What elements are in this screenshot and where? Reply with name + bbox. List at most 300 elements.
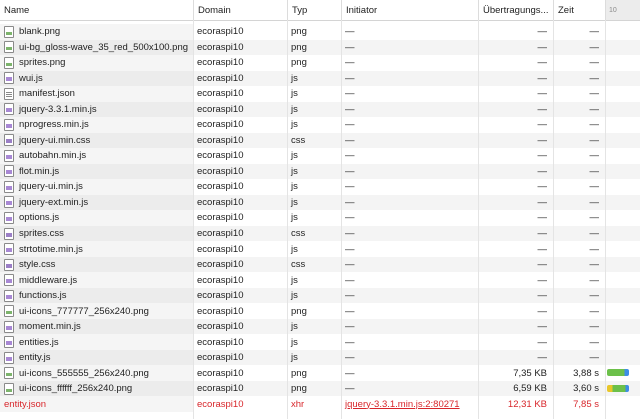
cell-transfer-size [478, 334, 553, 350]
request-name: sprites.png [19, 57, 66, 69]
cell-time-text: — [589, 57, 599, 69]
cell-domain [193, 319, 287, 335]
cell-time [553, 241, 605, 257]
cell-time-text: — [589, 88, 599, 100]
cell-waterfall [605, 164, 640, 180]
request-name: entity.js [19, 352, 51, 364]
table-row[interactable] [0, 24, 640, 40]
cell-domain [193, 396, 287, 412]
cell-transfer-size [478, 55, 553, 71]
cell-domain [193, 257, 287, 273]
cell-type-text: css [291, 228, 306, 239]
cell-time-text: — [589, 259, 599, 271]
cell-domain [193, 303, 287, 319]
cell-transfer-size-text: — [537, 290, 547, 302]
request-name: ui-icons_555555_256x240.png [19, 367, 149, 379]
cell-time-text: 3,60 s [573, 383, 599, 395]
cell-initiator-text: — [345, 57, 355, 69]
cell-waterfall [605, 102, 640, 118]
cell-domain [193, 133, 287, 149]
cell-initiator-text: — [345, 26, 355, 38]
cell-transfer-size [478, 179, 553, 195]
cell-type-text: js [291, 119, 298, 131]
cell-time [553, 55, 605, 71]
cell-domain-text: ecoraspi10 [197, 72, 244, 84]
cell-type [287, 319, 341, 335]
column-header-transfer-size[interactable]: Übertragungs... [478, 0, 553, 20]
cell-transfer-size [478, 195, 553, 211]
cell-waterfall [605, 210, 640, 226]
cell-transfer-size [478, 288, 553, 304]
cell-initiator [341, 257, 478, 273]
cell-time-text: — [589, 103, 599, 115]
cell-transfer-size-text: 7,35 KB [513, 367, 547, 379]
cell-initiator-text: — [345, 41, 355, 53]
cell-initiator [341, 164, 478, 180]
cell-initiator-text: — [345, 383, 355, 395]
cell-domain-text: ecoraspi10 [197, 134, 244, 146]
cell-transfer-size [478, 71, 553, 87]
column-header-type[interactable]: Typ [287, 0, 341, 20]
cell-initiator [341, 319, 478, 335]
cell-name [0, 272, 193, 288]
table-row[interactable] [0, 241, 640, 257]
cell-time [553, 350, 605, 366]
cell-initiator-text: — [345, 119, 355, 131]
cell-domain [193, 381, 287, 397]
cell-initiator-text: — [345, 259, 355, 271]
cell-waterfall [605, 117, 640, 133]
cell-domain-text: ecoraspi10 [197, 165, 244, 177]
script-file-icon [4, 290, 14, 302]
cell-type [287, 133, 341, 149]
cell-domain-text: ecoraspi10 [197, 150, 244, 162]
script-file-icon [4, 119, 14, 131]
column-divider [341, 20, 342, 419]
cell-waterfall [605, 24, 640, 40]
cell-initiator [341, 303, 478, 319]
cell-initiator [341, 350, 478, 366]
cell-time [553, 303, 605, 319]
script-file-icon [4, 274, 14, 286]
cell-waterfall [605, 86, 640, 102]
cell-transfer-size [478, 226, 553, 242]
cell-initiator-text: — [345, 321, 355, 333]
cell-time [553, 148, 605, 164]
cell-domain [193, 148, 287, 164]
cell-transfer-size-text: — [537, 119, 547, 131]
cell-waterfall [605, 195, 640, 211]
cell-domain [193, 179, 287, 195]
cell-name [0, 241, 193, 257]
cell-time [553, 86, 605, 102]
table-row[interactable] [0, 303, 640, 319]
cell-transfer-size-text: — [537, 212, 547, 224]
cell-domain [193, 71, 287, 87]
column-header-waterfall[interactable]: 10 [605, 0, 640, 20]
cell-transfer-size [478, 148, 553, 164]
cell-transfer-size [478, 164, 553, 180]
cell-initiator-text: — [345, 352, 355, 364]
cell-name [0, 117, 193, 133]
table-row[interactable] [0, 102, 640, 118]
cell-waterfall [605, 40, 640, 56]
cell-type [287, 272, 341, 288]
table-row[interactable] [0, 210, 640, 226]
cell-waterfall [605, 148, 640, 164]
image-file-icon [4, 41, 14, 53]
cell-transfer-size [478, 24, 553, 40]
cell-time-text: — [589, 181, 599, 193]
cell-domain-text: ecoraspi10 [197, 41, 244, 53]
cell-time-text: 3,88 s [573, 367, 599, 379]
cell-type-text: js [291, 150, 298, 162]
cell-transfer-size-text: — [537, 181, 547, 193]
cell-domain [193, 226, 287, 242]
request-name: functions.js [19, 290, 67, 302]
image-file-icon [4, 367, 14, 379]
cell-transfer-size-text: — [537, 259, 547, 271]
cell-name [0, 148, 193, 164]
cell-time-text: — [589, 26, 599, 38]
cell-transfer-size-text: — [537, 165, 547, 177]
cell-initiator-text: — [345, 103, 355, 115]
cell-domain-text: ecoraspi10 [197, 212, 244, 224]
cell-domain [193, 365, 287, 381]
style-file-icon [4, 228, 14, 240]
cell-time [553, 319, 605, 335]
cell-transfer-size [478, 133, 553, 149]
table-row[interactable] [0, 257, 640, 273]
cell-type [287, 86, 341, 102]
cell-time [553, 24, 605, 40]
cell-type-text: js [291, 243, 298, 255]
cell-type-text: png [291, 57, 307, 69]
cell-type [287, 148, 341, 164]
cell-transfer-size [478, 396, 553, 412]
cell-time [553, 226, 605, 242]
cell-time [553, 133, 605, 149]
script-file-icon [4, 165, 14, 177]
cell-time [553, 210, 605, 226]
request-name: options.js [19, 212, 60, 224]
cell-waterfall [605, 350, 640, 366]
request-name: ui-bg_gloss-wave_35_red_500x100.png [19, 41, 189, 53]
cell-time [553, 396, 605, 412]
request-name: manifest.json [19, 88, 75, 100]
cell-transfer-size [478, 350, 553, 366]
cell-type-text: js [291, 352, 298, 364]
cell-initiator-text: — [345, 212, 355, 224]
table-row[interactable] [0, 195, 640, 211]
cell-type [287, 102, 341, 118]
cell-domain [193, 40, 287, 56]
cell-transfer-size-text: — [537, 336, 547, 348]
cell-transfer-size [478, 102, 553, 118]
cell-type-text: js [291, 103, 298, 115]
cell-transfer-size-text: 12,31 KB [507, 398, 547, 410]
table-row[interactable] [0, 396, 640, 412]
cell-name [0, 319, 193, 335]
cell-domain [193, 55, 287, 71]
image-file-icon [4, 383, 14, 395]
cell-initiator-text: — [345, 196, 355, 208]
table-row[interactable] [0, 350, 640, 366]
column-header-name[interactable]: Name [4, 4, 30, 16]
cell-time-text: — [589, 119, 599, 131]
initiator-link-text: jquery-3.3.1.min.js:2:80271 [345, 398, 460, 410]
table-row[interactable] [0, 133, 640, 149]
table-row[interactable] [0, 86, 640, 102]
cell-initiator-text: — [345, 290, 355, 302]
cell-initiator [341, 226, 478, 242]
cell-domain [193, 210, 287, 226]
cell-type-text: png [291, 305, 307, 317]
cell-domain [193, 288, 287, 304]
initiator-link[interactable] [341, 396, 478, 412]
cell-type-text: js [291, 72, 298, 84]
cell-time-text: — [589, 290, 599, 302]
cell-domain-text: ecoraspi10 [197, 398, 244, 410]
column-divider [478, 20, 479, 419]
cell-initiator [341, 288, 478, 304]
cell-type [287, 288, 341, 304]
cell-transfer-size-text: — [537, 243, 547, 255]
table-row[interactable] [0, 40, 640, 56]
cell-initiator [341, 24, 478, 40]
cell-initiator [341, 40, 478, 56]
cell-initiator [341, 241, 478, 257]
cell-domain [193, 117, 287, 133]
cell-initiator [341, 272, 478, 288]
cell-waterfall [605, 71, 640, 87]
request-name: blank.png [19, 26, 61, 38]
script-file-icon [4, 212, 14, 224]
cell-waterfall [605, 272, 640, 288]
cell-initiator-text: — [345, 305, 355, 317]
cell-name [0, 71, 193, 87]
cell-transfer-size [478, 365, 553, 381]
script-file-icon [4, 336, 14, 348]
cell-transfer-size-text: — [537, 150, 547, 162]
cell-domain [193, 350, 287, 366]
table-row[interactable] [0, 179, 640, 195]
cell-type [287, 381, 341, 397]
waterfall-bar [607, 369, 629, 376]
cell-transfer-size [478, 257, 553, 273]
cell-time-text: — [589, 212, 599, 224]
table-row[interactable] [0, 288, 640, 304]
cell-transfer-size-text: — [537, 352, 547, 364]
cell-initiator [341, 55, 478, 71]
request-name: ui-icons_777777_256x240.png [19, 305, 149, 317]
table-row[interactable] [0, 319, 640, 335]
table-row[interactable] [0, 272, 640, 288]
cell-time [553, 257, 605, 273]
cell-transfer-size-text: — [537, 103, 547, 115]
cell-name [0, 226, 193, 242]
table-row[interactable] [0, 55, 640, 71]
column-header-initiator[interactable]: Initiator [341, 0, 478, 20]
cell-name [0, 350, 193, 366]
column-divider [287, 20, 288, 419]
cell-domain-text: ecoraspi10 [197, 274, 244, 286]
cell-initiator [341, 117, 478, 133]
cell-time-text: 7,85 s [573, 398, 599, 410]
style-file-icon [4, 259, 14, 271]
cell-type-text: png [291, 26, 307, 38]
cell-waterfall [605, 396, 640, 412]
table-row[interactable] [0, 334, 640, 350]
cell-name [0, 396, 193, 412]
cell-domain-text: ecoraspi10 [197, 243, 244, 255]
cell-domain-text: ecoraspi10 [197, 259, 244, 271]
cell-type-text: js [291, 196, 298, 208]
cell-domain [193, 86, 287, 102]
cell-type [287, 55, 341, 71]
cell-domain-text: ecoraspi10 [197, 367, 244, 379]
cell-initiator [341, 195, 478, 211]
cell-name [0, 55, 193, 71]
request-name: entity.json [4, 398, 47, 410]
request-name: moment.min.js [19, 321, 81, 333]
cell-type-text: css [291, 259, 306, 271]
cell-transfer-size [478, 86, 553, 102]
cell-transfer-size-text: 6,59 KB [513, 383, 547, 395]
request-name: entities.js [19, 336, 59, 348]
cell-waterfall [605, 365, 640, 381]
script-file-icon [4, 321, 14, 333]
cell-domain [193, 164, 287, 180]
cell-type-text: js [291, 181, 298, 193]
script-file-icon [4, 196, 14, 208]
cell-domain-text: ecoraspi10 [197, 321, 244, 333]
cell-name [0, 164, 193, 180]
cell-type [287, 303, 341, 319]
cell-domain-text: ecoraspi10 [197, 305, 244, 317]
column-header-domain[interactable]: Domain [193, 0, 287, 20]
script-file-icon [4, 181, 14, 193]
cell-time [553, 164, 605, 180]
cell-type [287, 24, 341, 40]
image-file-icon [4, 305, 14, 317]
request-name: middleware.js [19, 274, 78, 286]
table-row[interactable] [0, 117, 640, 133]
table-row[interactable] [0, 71, 640, 87]
script-file-icon [4, 243, 14, 255]
cell-time [553, 272, 605, 288]
cell-time-text: — [589, 134, 599, 146]
request-name: strtotime.min.js [19, 243, 83, 255]
cell-transfer-size-text: — [537, 134, 547, 146]
table-row[interactable] [0, 164, 640, 180]
cell-initiator-text: — [345, 181, 355, 193]
cell-type [287, 365, 341, 381]
cell-type [287, 71, 341, 87]
request-name: jquery-3.3.1.min.js [19, 103, 97, 115]
cell-time [553, 195, 605, 211]
cell-waterfall [605, 133, 640, 149]
cell-time-text: — [589, 165, 599, 177]
cell-initiator [341, 210, 478, 226]
cell-time [553, 381, 605, 397]
cell-name [0, 179, 193, 195]
cell-domain [193, 102, 287, 118]
table-header [0, 0, 640, 21]
cell-domain [193, 195, 287, 211]
request-name: autobahn.min.js [19, 150, 87, 162]
cell-name [0, 102, 193, 118]
cell-time-text: — [589, 305, 599, 317]
cell-name [0, 257, 193, 273]
style-file-icon [4, 134, 14, 146]
cell-transfer-size [478, 210, 553, 226]
column-divider [193, 20, 194, 419]
cell-initiator-text: — [345, 72, 355, 84]
cell-transfer-size-text: — [537, 196, 547, 208]
cell-time [553, 71, 605, 87]
cell-type-text: js [291, 290, 298, 302]
cell-time-text: — [589, 321, 599, 333]
cell-time [553, 365, 605, 381]
request-name: jquery-ui.min.css [19, 134, 91, 146]
request-name: sprites.css [19, 228, 64, 239]
cell-initiator-text: — [345, 88, 355, 100]
cell-initiator [341, 148, 478, 164]
request-name: ui-icons_ffffff_256x240.png [19, 383, 133, 395]
cell-initiator-text: — [345, 134, 355, 146]
table-row[interactable] [0, 148, 640, 164]
cell-name [0, 195, 193, 211]
cell-type [287, 334, 341, 350]
cell-domain-text: ecoraspi10 [197, 196, 244, 208]
cell-transfer-size-text: — [537, 26, 547, 38]
column-header-time[interactable]: Zeit [553, 0, 605, 20]
cell-initiator [341, 102, 478, 118]
cell-domain-text: ecoraspi10 [197, 103, 244, 115]
column-divider [605, 20, 606, 419]
cell-time-text: — [589, 228, 599, 239]
cell-initiator [341, 71, 478, 87]
cell-waterfall [605, 381, 640, 397]
table-row[interactable] [0, 365, 640, 381]
cell-type-text: js [291, 212, 298, 224]
cell-name [0, 288, 193, 304]
request-name: jquery-ui.min.js [19, 181, 83, 193]
cell-transfer-size [478, 40, 553, 56]
cell-transfer-size [478, 303, 553, 319]
cell-transfer-size-text: — [537, 88, 547, 100]
cell-name [0, 334, 193, 350]
table-row[interactable] [0, 381, 640, 397]
cell-type [287, 257, 341, 273]
cell-waterfall [605, 226, 640, 242]
cell-domain-text: ecoraspi10 [197, 88, 244, 100]
cell-transfer-size-text: — [537, 274, 547, 286]
cell-initiator-text: — [345, 165, 355, 177]
cell-time-text: — [589, 196, 599, 208]
cell-name [0, 86, 193, 102]
cell-type-text: js [291, 88, 298, 100]
cell-initiator-text: — [345, 150, 355, 162]
cell-waterfall [605, 257, 640, 273]
document-file-icon [4, 88, 14, 100]
cell-initiator-text: — [345, 274, 355, 286]
cell-time-text: — [589, 150, 599, 162]
cell-domain-text: ecoraspi10 [197, 228, 244, 239]
image-file-icon [4, 57, 14, 69]
table-row[interactable] [0, 226, 640, 242]
